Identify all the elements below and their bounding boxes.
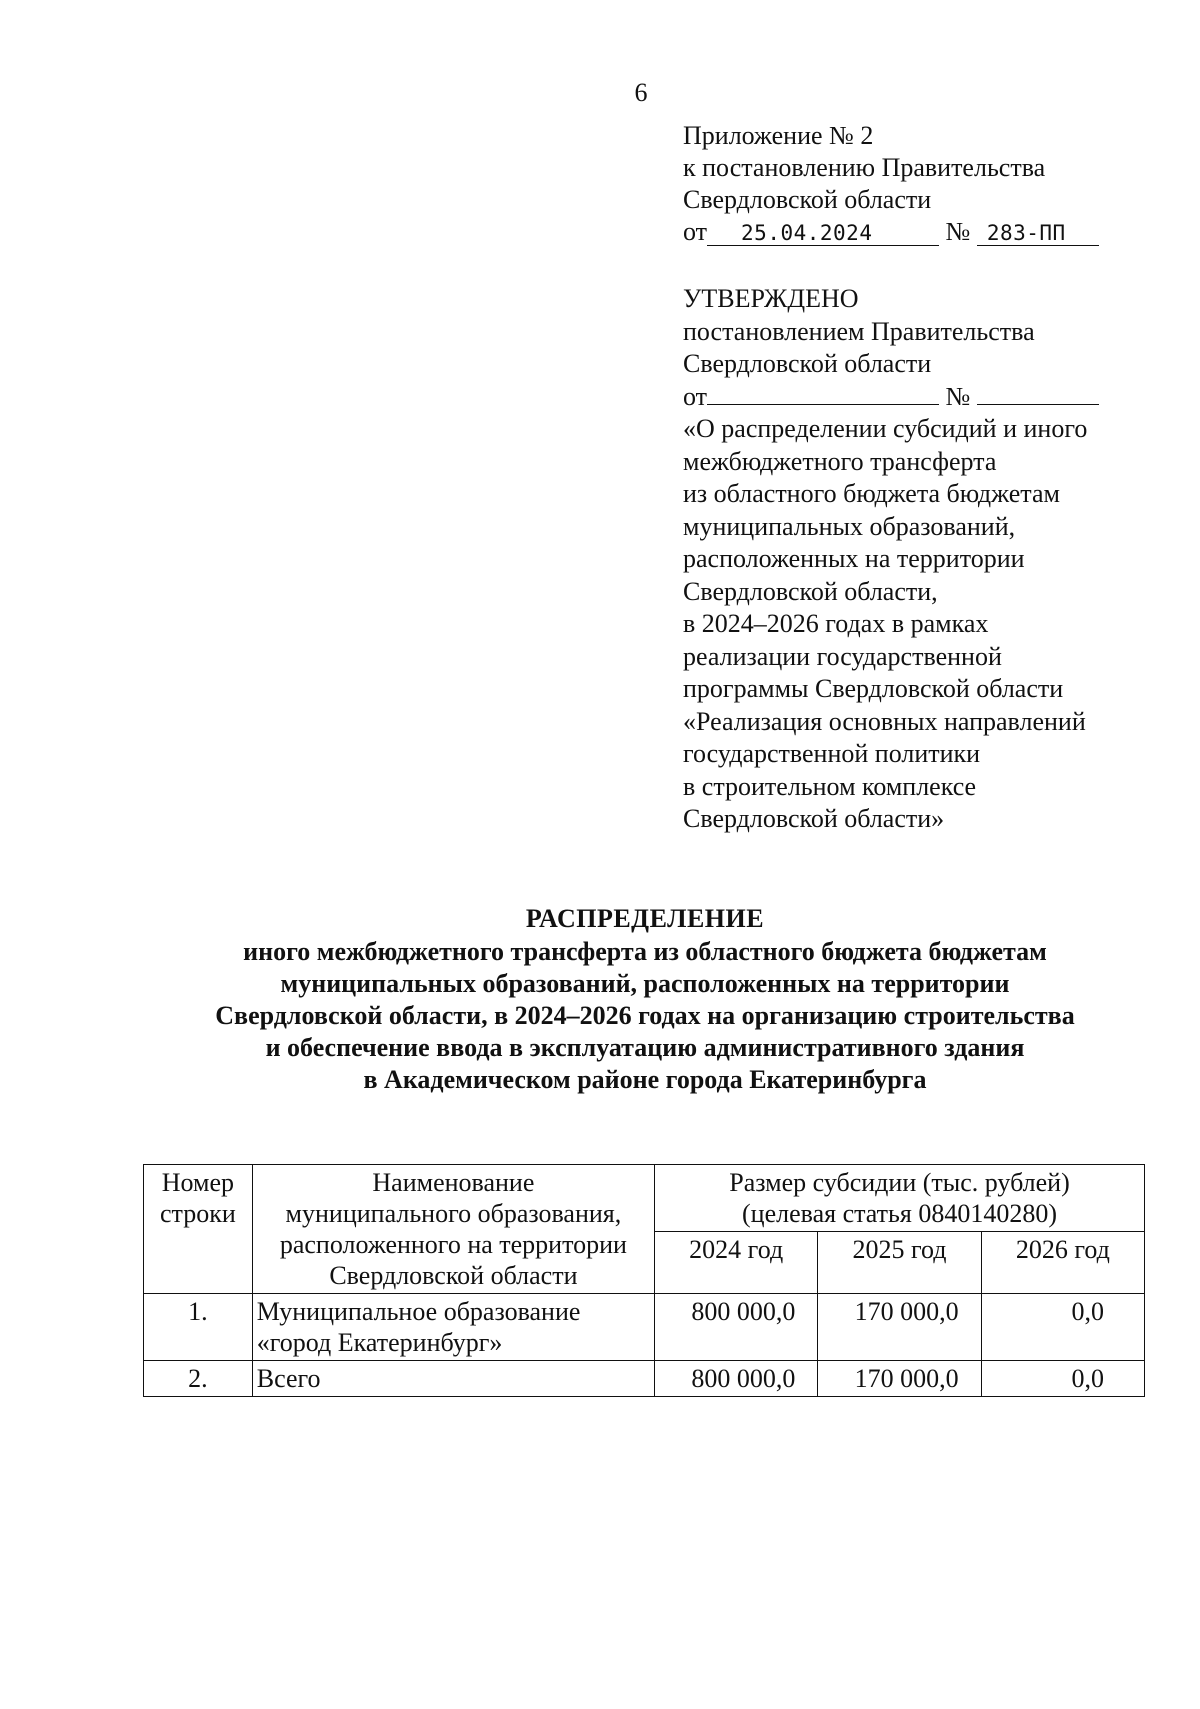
approved-line: Свердловской области xyxy=(683,349,932,378)
title-line: Свердловской области, в 2024–2026 годах на организацию строительства xyxy=(215,1001,1075,1030)
header-text: строки xyxy=(160,1199,236,1228)
header-text: Размер субсидии (тыс. рублей) xyxy=(729,1168,1070,1197)
row-value-2026: 0,0 xyxy=(981,1294,1144,1361)
approved-line: постановлением Правительства xyxy=(683,316,1035,346)
approved-date-number-line xyxy=(683,381,1099,414)
title-line: иного межбюджетного трансферта из областного бюджета бюджетам xyxy=(243,937,1047,966)
distribution-title xyxy=(130,903,1160,1096)
approved-title-line: Свердловской области, xyxy=(683,576,938,606)
cell-text: Муниципальное образование xyxy=(256,1297,581,1326)
row-value-2025: 170 000,0 xyxy=(818,1294,981,1361)
row-value-2026: 0,0 xyxy=(981,1361,1144,1397)
header-row-number xyxy=(144,1165,253,1294)
appendix-line: к постановлению Правительства xyxy=(683,153,1046,182)
approved-title-line: реализации государственной xyxy=(683,641,1002,671)
title-line: муниципальных образований, расположенных на территории xyxy=(280,969,1010,998)
table-header-row xyxy=(144,1165,1145,1232)
cell-text: «город Екатеринбург» xyxy=(256,1328,503,1357)
table-row xyxy=(144,1361,1145,1397)
row-number: 1. xyxy=(144,1294,253,1361)
from-label: от xyxy=(683,381,708,411)
header-year-2025: 2025 год xyxy=(818,1232,981,1294)
title-heading: РАСПРЕДЕЛЕНИЕ xyxy=(525,904,765,933)
header-text: Свердловской области xyxy=(329,1261,578,1290)
row-value-2025: 170 000,0 xyxy=(818,1361,981,1397)
cell-text: Всего xyxy=(256,1364,321,1393)
appendix-line: Свердловской области xyxy=(683,185,932,214)
approved-title-line: программы Свердловской области xyxy=(683,674,1064,703)
approved-title-line: «О распределении субсидий и иного xyxy=(683,414,1088,443)
header-year-2024: 2024 год xyxy=(655,1232,818,1294)
number-label: № xyxy=(945,381,971,411)
appendix-date-number-line xyxy=(683,216,1099,248)
page-number: 6 xyxy=(634,78,648,107)
header-text: (целевая статья 0840140280) xyxy=(742,1199,1057,1228)
number-label: № xyxy=(945,217,971,246)
row-value-2024: 800 000,0 xyxy=(655,1361,818,1397)
blank-number-field xyxy=(977,404,1099,405)
approved-title-line: муниципальных образований, xyxy=(683,511,1016,541)
header-year-2026: 2026 год xyxy=(981,1232,1144,1294)
header-subsidy xyxy=(655,1165,1145,1232)
approved-title-line: в 2024–2026 годах в рамках xyxy=(683,609,989,638)
row-number: 2. xyxy=(144,1361,253,1397)
row-municipality xyxy=(252,1361,654,1397)
approved-title-line: из областного бюджета бюджетам xyxy=(683,479,1060,508)
header-municipality xyxy=(252,1165,654,1294)
header-text: муниципального образования, xyxy=(285,1199,622,1228)
from-label: от xyxy=(683,217,708,246)
approved-title-line: расположенных на территории xyxy=(683,544,1025,573)
header-text: расположенного на территории xyxy=(279,1230,627,1259)
title-line: в Академическом районе города Екатеринбурга xyxy=(363,1065,927,1094)
approved-title-line: в строительном комплексе xyxy=(683,771,977,801)
title-line: и обеспечение ввода в эксплуатацию административного здания xyxy=(265,1033,1025,1062)
table-row xyxy=(144,1294,1145,1361)
approved-title-line: государственной политики xyxy=(683,739,981,768)
approved-title-line: Свердловской области» xyxy=(683,804,945,833)
document-date: 25.04.2024 xyxy=(707,221,939,246)
approved-title-line: «Реализация основных направлений xyxy=(683,706,1086,736)
approved-block xyxy=(683,283,1099,836)
distribution-table xyxy=(143,1164,1145,1397)
appendix-line: Приложение № 2 xyxy=(683,121,874,150)
row-value-2024: 800 000,0 xyxy=(655,1294,818,1361)
row-municipality xyxy=(252,1294,654,1361)
document-number: 283-ПП xyxy=(977,221,1099,246)
header-text: Номер xyxy=(161,1168,235,1197)
approved-heading: УТВЕРЖДЕНО xyxy=(683,284,859,313)
header-text: Наименование xyxy=(372,1168,535,1197)
approved-title-line: межбюджетного трансферта xyxy=(683,446,997,476)
appendix-block xyxy=(683,120,1099,248)
blank-date-field xyxy=(707,404,939,405)
